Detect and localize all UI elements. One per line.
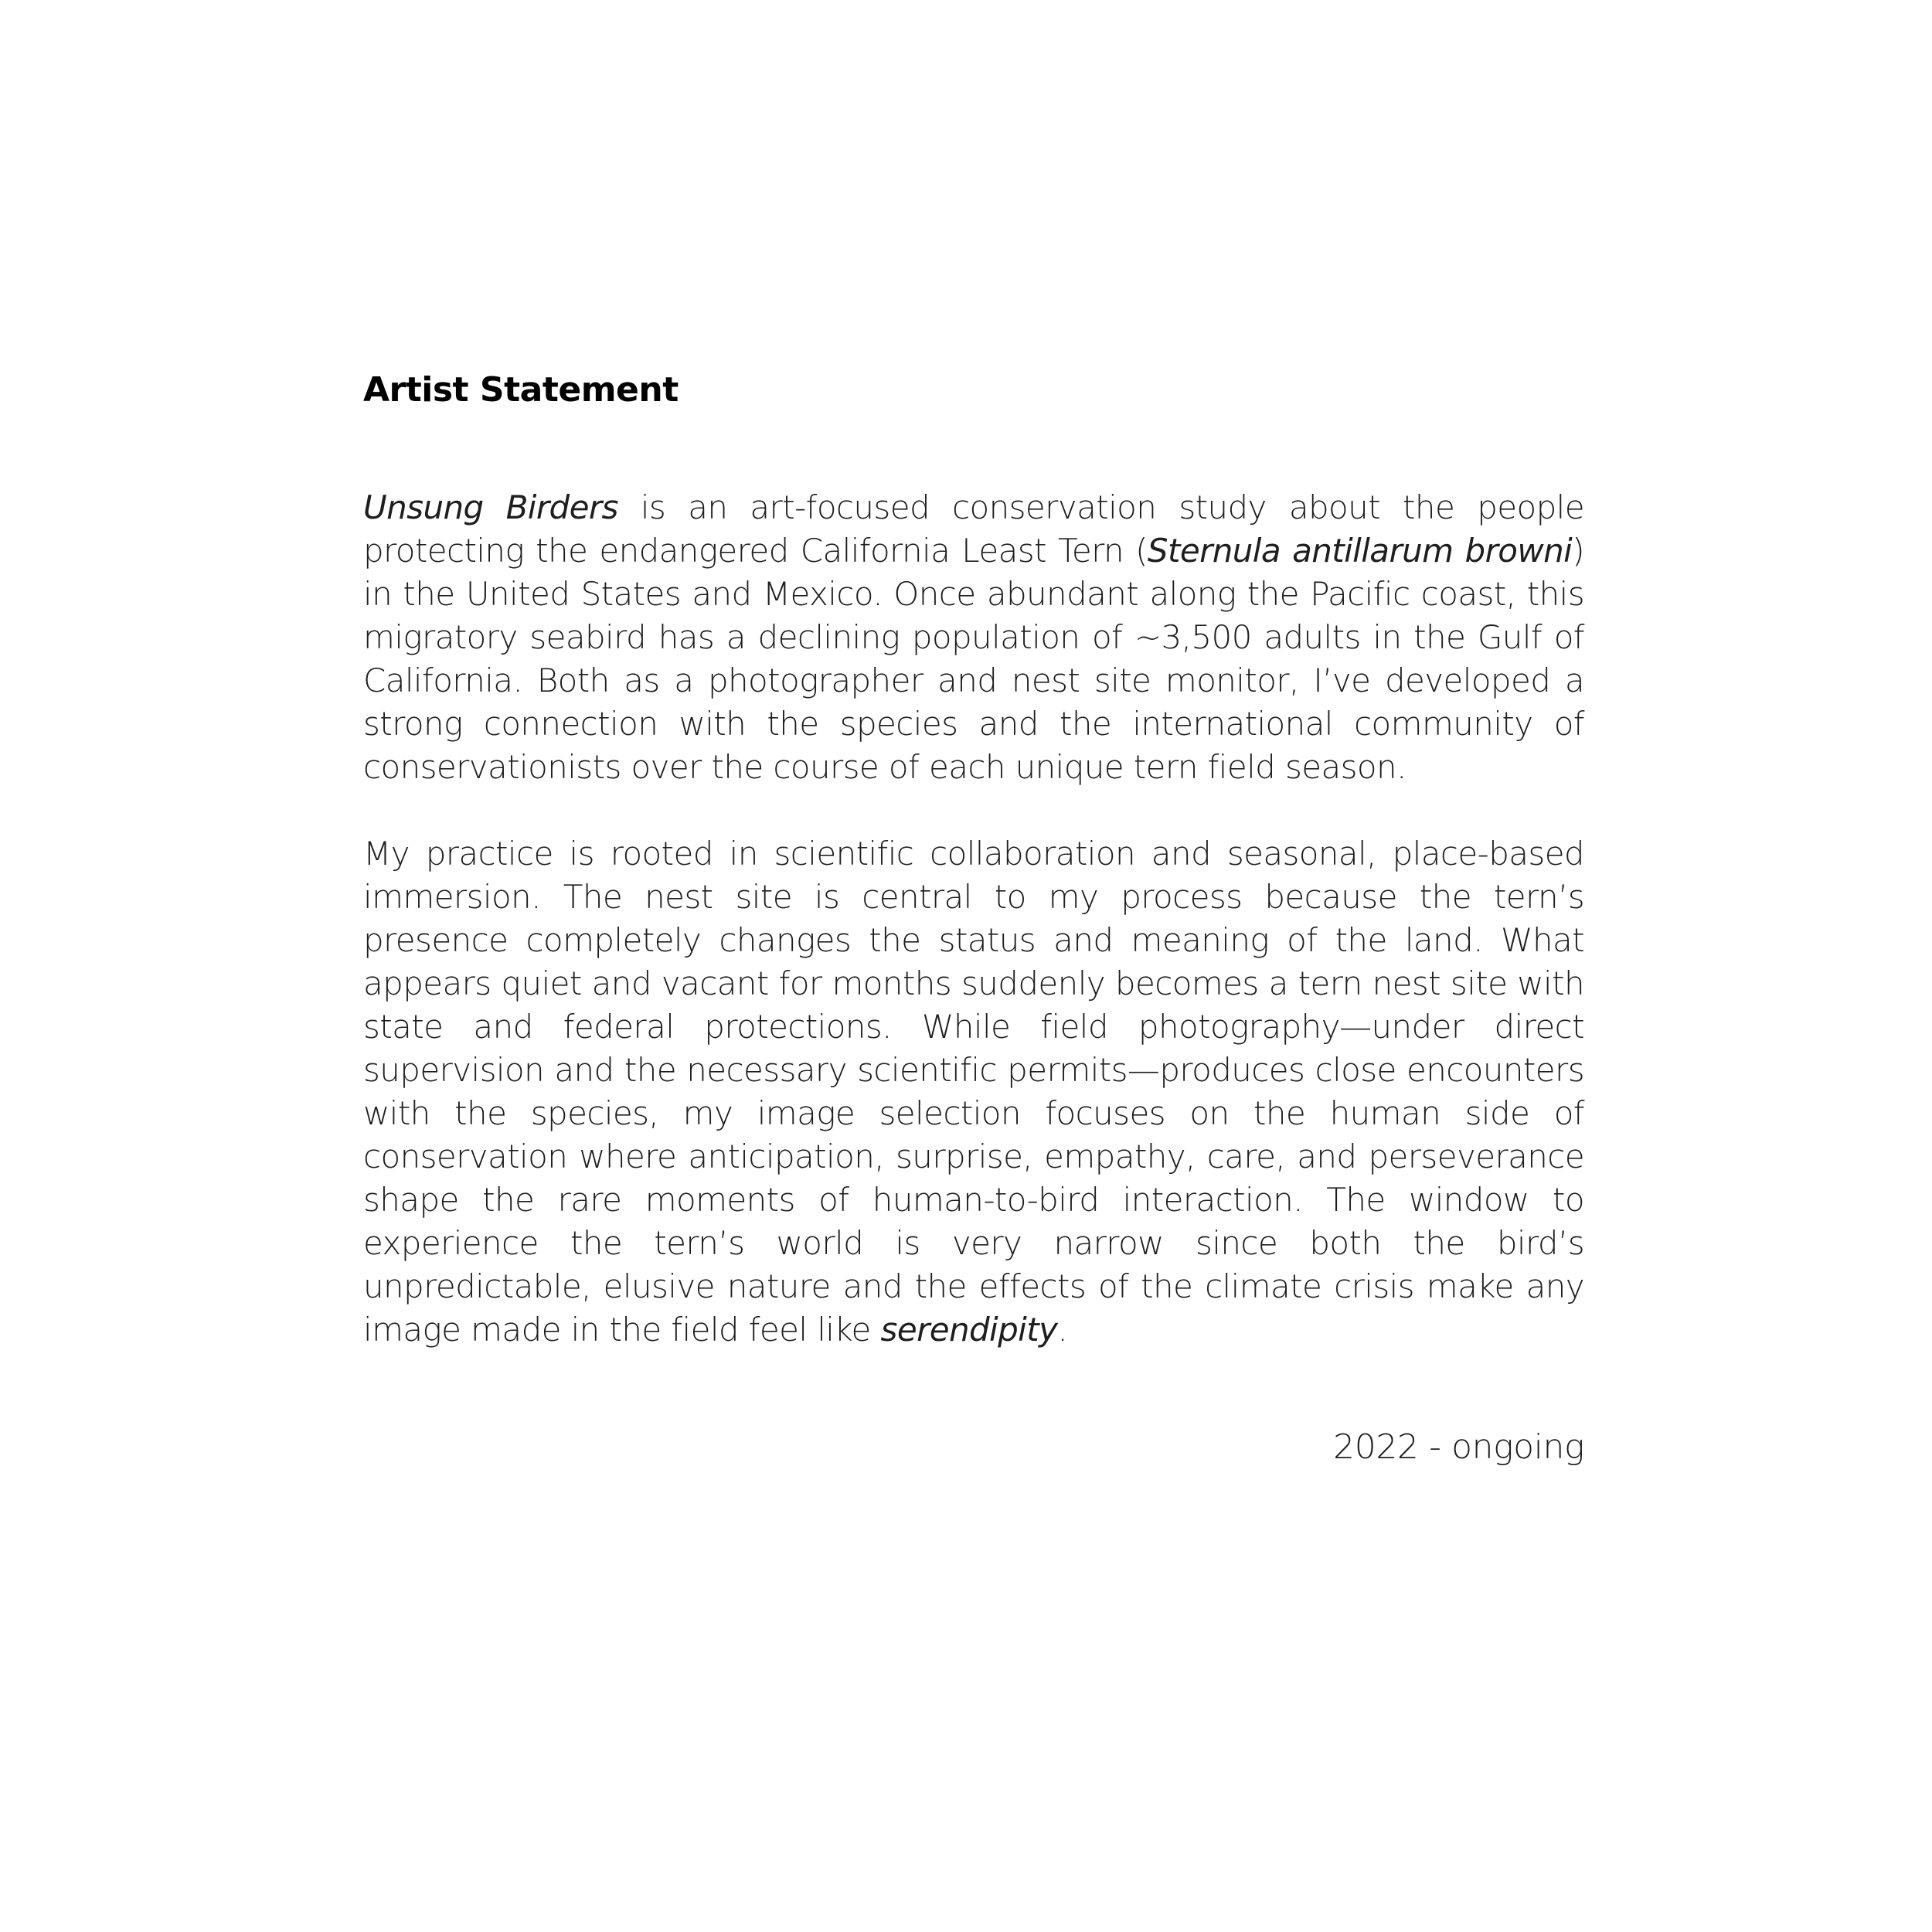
practice-text-a: My practice is rooted in scientific collaboration and seasonal, place-based immersion. The nest site is central to my process because the tern’s presence completely changes the status and meaning of the land. What appears quiet and vacant for months suddenly becomes a tern nest site with state and federal protections. While field photography—under direct supervision and the necessary scientific permits—produces close encounters with the species, my image selection focuses on the human side of conservation where anticipation, surprise, empathy, care, and perseverance shape the rare moments of human-to-bird interaction. The window to experience the tern’s world is very narrow since both the bird’s unpredictable, elusive nature and the effects of the climate crisis make any image made in the field feel like — [363, 835, 1584, 1349]
artist-statement-page — [363, 367, 1584, 1471]
species-name: Sternula antillarum browni — [1147, 532, 1573, 570]
project-title: Unsung Birders — [363, 488, 618, 526]
intro-text-b: ) in the United States and Mexico. Once abundant along the Pacific coast, this migratory seabird has a declining population of ~3,500 adults in the Gulf of California. Both as a photographer and nest site monitor, I’ve developed a strong connection with the species and the international community of conservationists over the course of each unique tern field season. — [363, 532, 1584, 786]
page-title: Artist Statement — [363, 370, 679, 410]
intro-text-a: is an art-focused conservation study about the people protecting the endangered California Least Tern ( — [363, 488, 1584, 570]
closing-word: serendipity — [880, 1311, 1058, 1349]
practice-text-b: . — [1057, 1311, 1068, 1349]
paragraph-intro — [363, 486, 1584, 789]
statement-body — [363, 486, 1584, 1352]
date-range: 2022 - ongoing — [1333, 1427, 1584, 1467]
paragraph-practice — [363, 832, 1584, 1352]
